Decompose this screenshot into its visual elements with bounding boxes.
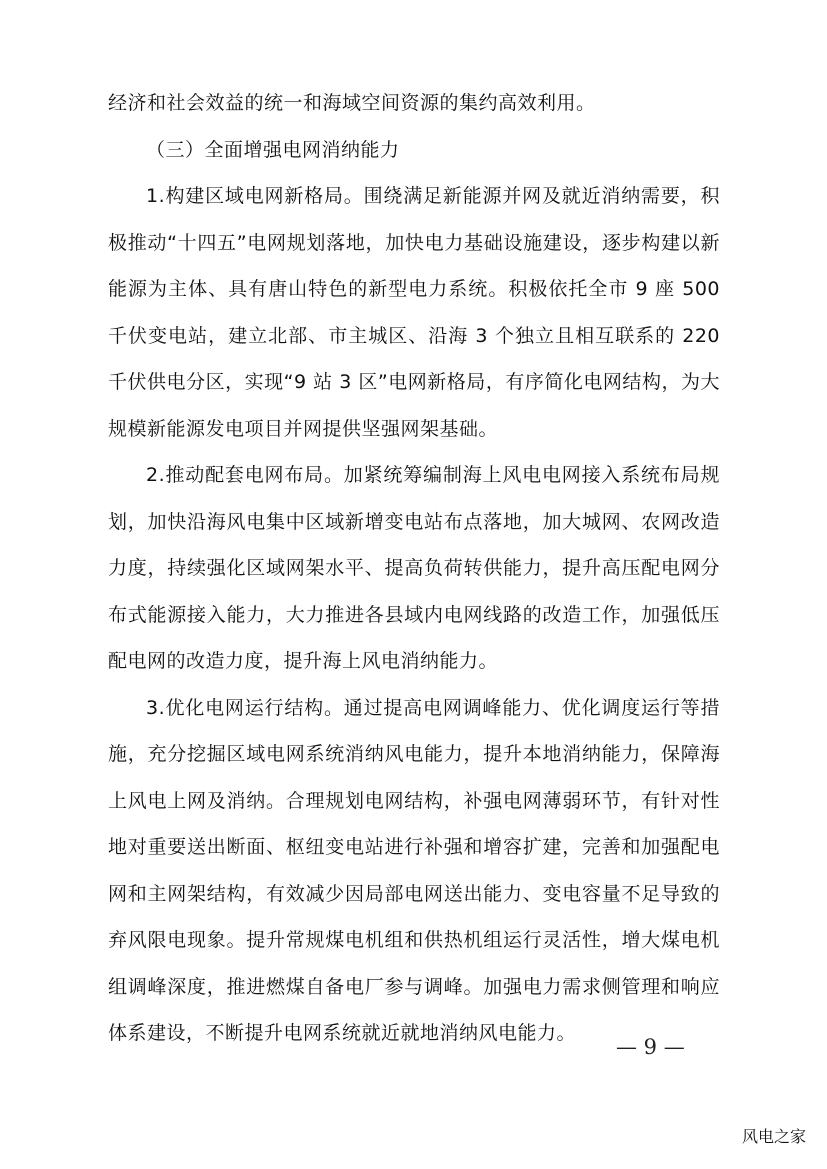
paragraph-intro: 经济和社会效益的统一和海域空间资源的集约高效利用。: [108, 92, 596, 114]
body-text: [108, 80, 720, 1057]
page-number: — 9 —: [616, 1035, 685, 1059]
watermark-text: 风电之家: [742, 1127, 807, 1146]
paragraph-grid-operation: 3.优化电网运行结构。通过提高电网调峰能力、优化调度运行等措施，充分挖掘区域电网系统消纳风电能力，提升本地消纳能力，保障海上风电上网及消纳。合理规划电网结构，补强电网薄弱环节，有针对性地对重要送出断面、枢纽变电站进行补强和增容扩建，完善和加强配电网和主网架结构，有效减少因局部电网送出能力、变电容量不足导致的弃风限电现象。提升常规煤电机组和供热机组运行灵活性，增大煤电机组调峰深度，推进燃煤自备电厂参与调峰。加强电力需求侧管理和响应体系建设，不断提升电网系统就近就地消纳风电能力。: [108, 696, 720, 1044]
section-heading: （三）全面增强电网消纳能力: [146, 138, 400, 161]
paragraph-grid-layout: 2.推动配套电网布局。加紧统筹编制海上风电电网接入系统布局规划，加快沿海风电集中区域新增变电站布点落地，加大城网、农网改造力度，持续强化区域网架水平、提高负荷转供能力，提升高压配电网分布式能源接入能力，大力推进各县域内电网线路的改造工作，加强低压配电网的改造力度，提升海上风电消纳能力。: [108, 464, 720, 672]
paragraph-grid-pattern: 1.构建区域电网新格局。围绕满足新能源并网及就近消纳需要，积极推动“十四五”电网规划落地，加快电力基础设施建设，逐步构建以新能源为主体、具有唐山特色的新型电力系统。积极依托全市 9 座 500 千伏变电站，建立北部、市主城区、沿海 3 个独立且相互联系的 220 千伏供电分区，实现“9 站 3 区”电网新格局，有序简化电网结构，为大规模新能源发电项目并网提供坚强网架基础。: [108, 185, 720, 440]
